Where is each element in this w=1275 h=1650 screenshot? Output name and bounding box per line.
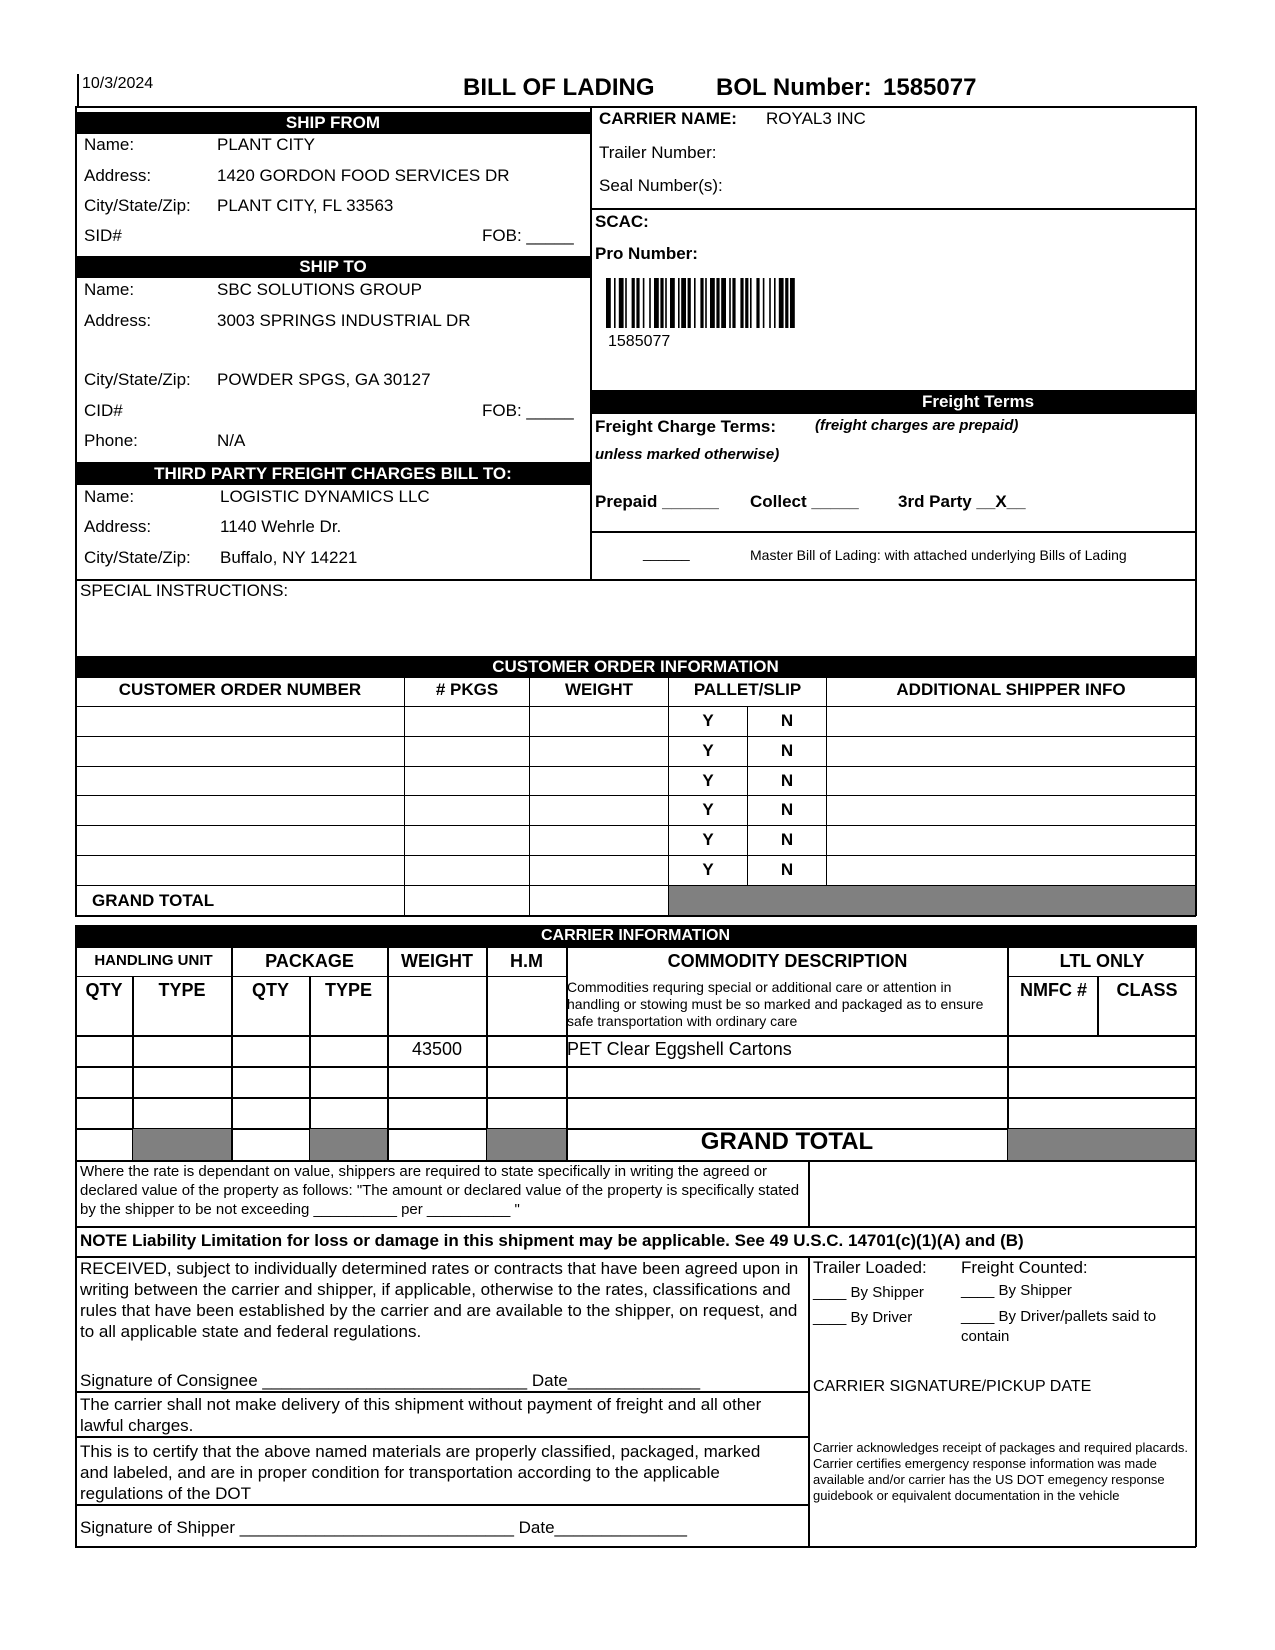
ship-to-csz: POWDER SPGS, GA 30127 xyxy=(217,370,431,389)
barcode-image xyxy=(604,278,944,330)
third-party-name-label: Name: xyxy=(84,487,135,506)
special-instructions-label: SPECIAL INSTRUCTIONS: xyxy=(80,581,289,600)
slip-n: N xyxy=(780,830,794,849)
ship-to-name: SBC SOLUTIONS GROUP xyxy=(217,280,422,299)
carrier-name-label: CARRIER NAME: xyxy=(599,109,737,128)
ship-from-address: 1420 GORDON FOOD SERVICES DR xyxy=(217,166,510,185)
freight-terms-heading: Freight Terms xyxy=(590,390,1196,414)
col-pallet-slip: PALLET/SLIP xyxy=(693,680,802,699)
ship-from-csz: PLANT CITY, FL 33563 xyxy=(217,196,394,215)
third-party-csz: Buffalo, NY 14221 xyxy=(220,548,358,567)
carrier-info-heading: CARRIER INFORMATION xyxy=(75,925,1196,946)
hu-qty-header: QTY xyxy=(85,980,123,1000)
bol-number: 1585077 xyxy=(883,74,977,101)
pkg-type-header: TYPE xyxy=(324,980,372,1000)
col-pkgs: # PKGS xyxy=(435,680,499,699)
pkg-qty-header: QTY xyxy=(251,980,289,1000)
handling-unit-header: HANDLING UNIT xyxy=(94,952,213,969)
col-additional-info: ADDITIONAL SHIPPER INFO xyxy=(896,680,1126,699)
ship-to-cid-label: CID# xyxy=(84,401,123,420)
ship-from-name: PLANT CITY xyxy=(217,135,315,154)
commodity-header: COMMODITY DESCRIPTION xyxy=(667,951,908,971)
collect-option: Collect _____ xyxy=(750,492,859,511)
carrier-grand-total-label: GRAND TOTAL xyxy=(700,1128,874,1155)
ship-from-csz-label: City/State/Zip: xyxy=(84,196,191,215)
document-title: BILL OF LADING xyxy=(463,74,655,101)
freight-counted-label: Freight Counted: xyxy=(961,1258,1088,1277)
carrier-name: ROYAL3 INC xyxy=(766,109,866,128)
hm-header: H.M xyxy=(510,951,543,971)
liability-note: NOTE Liability Limitation for loss or damage in this shipment may be applicable. See 49 U.S.C. 14701(c)(1)(A) and (B) xyxy=(80,1231,1024,1250)
col-weight: WEIGHT xyxy=(565,680,633,699)
carrier-delivery-text: The carrier shall not make delivery of this shipment without payment of freight and all other lawful charges. xyxy=(80,1395,762,1435)
trailer-loaded-by-driver: ____ By Driver xyxy=(813,1309,913,1326)
slip-n: N xyxy=(780,741,794,760)
third-party-csz-label: City/State/Zip: xyxy=(84,548,191,567)
ship-from-address-label: Address: xyxy=(84,166,152,185)
carrier-acknowledgement: Carrier acknowledges receipt of packages and required placards. Carrier certifies emergency response information was made available and/or carrier has the US DOT emegency response guidebook or equivalent documentation in the vehicle xyxy=(813,1440,1189,1503)
ship-from-heading: SHIP FROM xyxy=(76,112,590,134)
ltl-only-header: LTL ONLY xyxy=(1059,951,1145,971)
weight-header: WEIGHT xyxy=(401,951,473,971)
third-party-option: 3rd Party __X__ xyxy=(898,492,1026,511)
signature-consignee: Signature of Consignee ____________________________ Date______________ xyxy=(80,1371,701,1390)
ship-to-address-label: Address: xyxy=(84,311,152,330)
customer-order-heading: CUSTOMER ORDER INFORMATION xyxy=(75,656,1196,678)
pallet-y: Y xyxy=(702,860,714,879)
commodity-note: Commodities requring special or additional care or attention in handling or stowing must be so marked and packaged as to ensure safe transportation with ordinary care xyxy=(567,979,984,1029)
third-party-address-label: Address: xyxy=(84,517,152,536)
third-party-heading: THIRD PARTY FREIGHT CHARGES BILL TO: xyxy=(76,462,590,485)
ship-to-csz-label: City/State/Zip: xyxy=(84,370,191,389)
ship-from-name-label: Name: xyxy=(84,135,135,154)
class-header: CLASS xyxy=(1116,980,1178,1000)
seal-number-label: Seal Number(s): xyxy=(599,176,723,195)
row-weight-value: 43500 xyxy=(411,1039,463,1059)
ship-to-phone: N/A xyxy=(217,431,246,450)
ship-from-fob: FOB: _____ xyxy=(482,226,574,245)
trailer-loaded-by-shipper: ____ By Shipper xyxy=(813,1284,924,1301)
freight-counted-by-shipper: ____ By Shipper xyxy=(961,1282,1072,1299)
signature-shipper: Signature of Shipper _____________________________ Date______________ xyxy=(80,1518,687,1537)
freight-counted-by-driver: ____ By Driver/pallets said to contain xyxy=(961,1308,1157,1345)
slip-n: N xyxy=(780,800,794,819)
pallet-y: Y xyxy=(702,800,714,819)
document-date: 10/3/2024 xyxy=(82,75,154,92)
ship-to-address: 3003 SPRINGS INDUSTRIAL DR xyxy=(217,311,471,330)
slip-n: N xyxy=(780,771,794,790)
pallet-y: Y xyxy=(702,830,714,849)
barcode-number: 1585077 xyxy=(608,333,671,350)
freight-charge-terms-note2: unless marked otherwise) xyxy=(595,446,780,463)
declared-value-text: Where the rate is dependant on value, shippers are required to state specifically in writing the agreed or declared value of the property as follows: "The amount or declared value of the property is specifically stated by the shipper to be not exceeding __________ per __________ " xyxy=(80,1163,800,1218)
pallet-y: Y xyxy=(702,741,714,760)
ship-to-name-label: Name: xyxy=(84,280,135,299)
master-bol-text: Master Bill of Lading: with attached underlying Bills of Lading xyxy=(750,547,1127,563)
prepaid-option: Prepaid ______ xyxy=(595,492,719,511)
pallet-y: Y xyxy=(702,771,714,790)
col-customer-order-number: CUSTOMER ORDER NUMBER xyxy=(118,680,362,699)
order-grand-total-label: GRAND TOTAL xyxy=(92,891,215,910)
trailer-number-label: Trailer Number: xyxy=(599,143,717,162)
ship-to-phone-label: Phone: xyxy=(84,431,138,450)
scac-label: SCAC: xyxy=(595,212,649,231)
pro-number-label: Pro Number: xyxy=(595,244,698,263)
ship-to-fob: FOB: _____ xyxy=(482,401,574,420)
row-description-value: PET Clear Eggshell Cartons xyxy=(567,1039,792,1059)
master-bol-blank: ______ xyxy=(643,545,690,561)
nmfc-header: NMFC # xyxy=(1020,980,1087,1000)
pallet-y: Y xyxy=(702,711,714,730)
slip-n: N xyxy=(780,711,794,730)
bol-label: BOL Number: xyxy=(716,74,872,101)
third-party-address: 1140 Wehrle Dr. xyxy=(220,517,342,536)
trailer-loaded-label: Trailer Loaded: xyxy=(813,1258,927,1277)
hu-type-header: TYPE xyxy=(158,980,206,1000)
freight-charge-terms-note: (freight charges are prepaid) xyxy=(815,417,1019,434)
received-text: RECEIVED, subject to individually determined rates or contracts that have been agreed upon in writing between the carrier and shipper, if applicable, otherwise to the rates, classifications and rules that have been established by the carrier and are available to the shipper, on request, and to all applicable state and federal regulations. xyxy=(80,1259,799,1341)
ship-from-sid-label: SID# xyxy=(84,226,122,245)
slip-n: N xyxy=(780,860,794,879)
ship-to-heading: SHIP TO xyxy=(76,256,590,278)
certify-text: This is to certify that the above named materials are properly classified, packaged, marked and labeled, and are in proper condition for transportation according to the applicable regulations of the DOT xyxy=(80,1442,761,1503)
third-party-name: LOGISTIC DYNAMICS LLC xyxy=(220,487,430,506)
freight-charge-terms-label: Freight Charge Terms: xyxy=(595,417,777,436)
package-header: PACKAGE xyxy=(265,951,354,971)
carrier-signature-label: CARRIER SIGNATURE/PICKUP DATE xyxy=(813,1378,1092,1395)
